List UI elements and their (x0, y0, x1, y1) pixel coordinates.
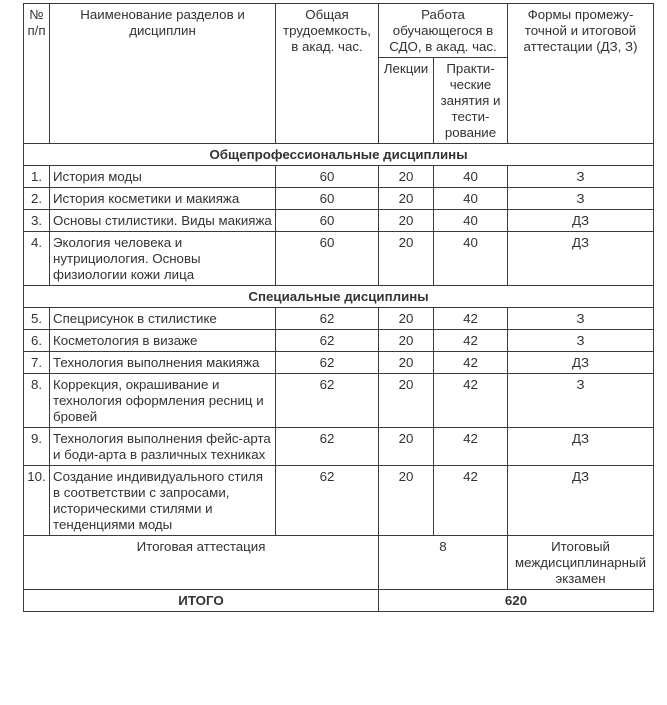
header-lectures: Лекции (379, 58, 434, 144)
section-row (24, 144, 654, 166)
row-num: 4. (24, 232, 50, 286)
row-form: ДЗ (508, 210, 654, 232)
row-num: 7. (24, 352, 50, 374)
row-total: 60 (276, 210, 379, 232)
row-name: Экология человека и нутрициология. Основы физиологии кожи лица (50, 232, 276, 286)
row-total: 62 (276, 308, 379, 330)
row-form: ДЗ (508, 352, 654, 374)
row-lectures: 20 (379, 232, 434, 286)
table-row (24, 466, 654, 536)
table-row (24, 374, 654, 428)
row-total: 60 (276, 232, 379, 286)
row-practice: 40 (434, 210, 508, 232)
row-practice: 42 (434, 352, 508, 374)
row-practice: 40 (434, 232, 508, 286)
row-total: 62 (276, 466, 379, 536)
table-row (24, 428, 654, 466)
section-title: Специальные дисциплины (24, 286, 654, 308)
row-practice: 42 (434, 308, 508, 330)
table-row (24, 166, 654, 188)
row-num: 10. (24, 466, 50, 536)
row-form: ДЗ (508, 428, 654, 466)
header-practice: Практи-ческие занятия и тести-рование (434, 58, 508, 144)
row-lectures: 20 (379, 428, 434, 466)
row-name: Коррекция, окрашивание и технология оформления ресниц и бровей (50, 374, 276, 428)
total-label: ИТОГО (24, 590, 379, 612)
table-row (24, 232, 654, 286)
section-title: Общепрофессиональные дисциплины (24, 144, 654, 166)
row-form: З (508, 330, 654, 352)
row-practice: 42 (434, 330, 508, 352)
final-hours: 8 (379, 536, 508, 590)
table-row (24, 188, 654, 210)
row-total: 62 (276, 428, 379, 466)
total-value: 620 (379, 590, 654, 612)
header-total: Общая трудоемкость, в акад. час. (276, 4, 379, 144)
row-practice: 40 (434, 188, 508, 210)
header-row (24, 4, 654, 58)
final-attestation-row (24, 536, 654, 590)
header-forms: Формы промежу-точной и итоговой аттестации (ДЗ, З) (508, 4, 654, 144)
row-lectures: 20 (379, 188, 434, 210)
row-num: 2. (24, 188, 50, 210)
row-name: Технология выполнения фейс-арта и боди-арта в различных техниках (50, 428, 276, 466)
row-form: З (508, 374, 654, 428)
row-num: 9. (24, 428, 50, 466)
row-lectures: 20 (379, 308, 434, 330)
row-form: ДЗ (508, 232, 654, 286)
row-lectures: 20 (379, 374, 434, 428)
header-name: Наименование разделов и дисциплин (50, 4, 276, 144)
row-num: 3. (24, 210, 50, 232)
header-work: Работа обучающегося в СДО, в акад. час. (379, 4, 508, 58)
row-num: 5. (24, 308, 50, 330)
row-lectures: 20 (379, 166, 434, 188)
row-form: ДЗ (508, 466, 654, 536)
row-practice: 42 (434, 466, 508, 536)
row-lectures: 20 (379, 330, 434, 352)
table-row (24, 308, 654, 330)
row-num: 8. (24, 374, 50, 428)
row-form: З (508, 308, 654, 330)
row-name: Основы стилистики. Виды макияжа (50, 210, 276, 232)
row-practice: 40 (434, 166, 508, 188)
row-form: З (508, 166, 654, 188)
row-name: Создание индивидуального стиля в соответствии с запросами, историческими стилями и тенденциями моды (50, 466, 276, 536)
row-name: Технология выполнения макияжа (50, 352, 276, 374)
table-row (24, 210, 654, 232)
row-lectures: 20 (379, 352, 434, 374)
section-row (24, 286, 654, 308)
row-name: Косметология в визаже (50, 330, 276, 352)
row-total: 62 (276, 352, 379, 374)
row-practice: 42 (434, 374, 508, 428)
row-lectures: 20 (379, 466, 434, 536)
curriculum-table (23, 3, 654, 612)
table-row (24, 352, 654, 374)
row-form: З (508, 188, 654, 210)
row-name: История косметики и макияжа (50, 188, 276, 210)
final-form: Итоговый междисциплинарный экзамен (508, 536, 654, 590)
row-lectures: 20 (379, 210, 434, 232)
table-row (24, 330, 654, 352)
row-total: 60 (276, 166, 379, 188)
row-num: 1. (24, 166, 50, 188)
row-name: История моды (50, 166, 276, 188)
row-total: 62 (276, 330, 379, 352)
header-num: № п/п (24, 4, 50, 144)
final-label: Итоговая аттестация (24, 536, 379, 590)
total-row (24, 590, 654, 612)
row-practice: 42 (434, 428, 508, 466)
row-total: 62 (276, 374, 379, 428)
row-name: Спецрисунок в стилистике (50, 308, 276, 330)
row-num: 6. (24, 330, 50, 352)
row-total: 60 (276, 188, 379, 210)
